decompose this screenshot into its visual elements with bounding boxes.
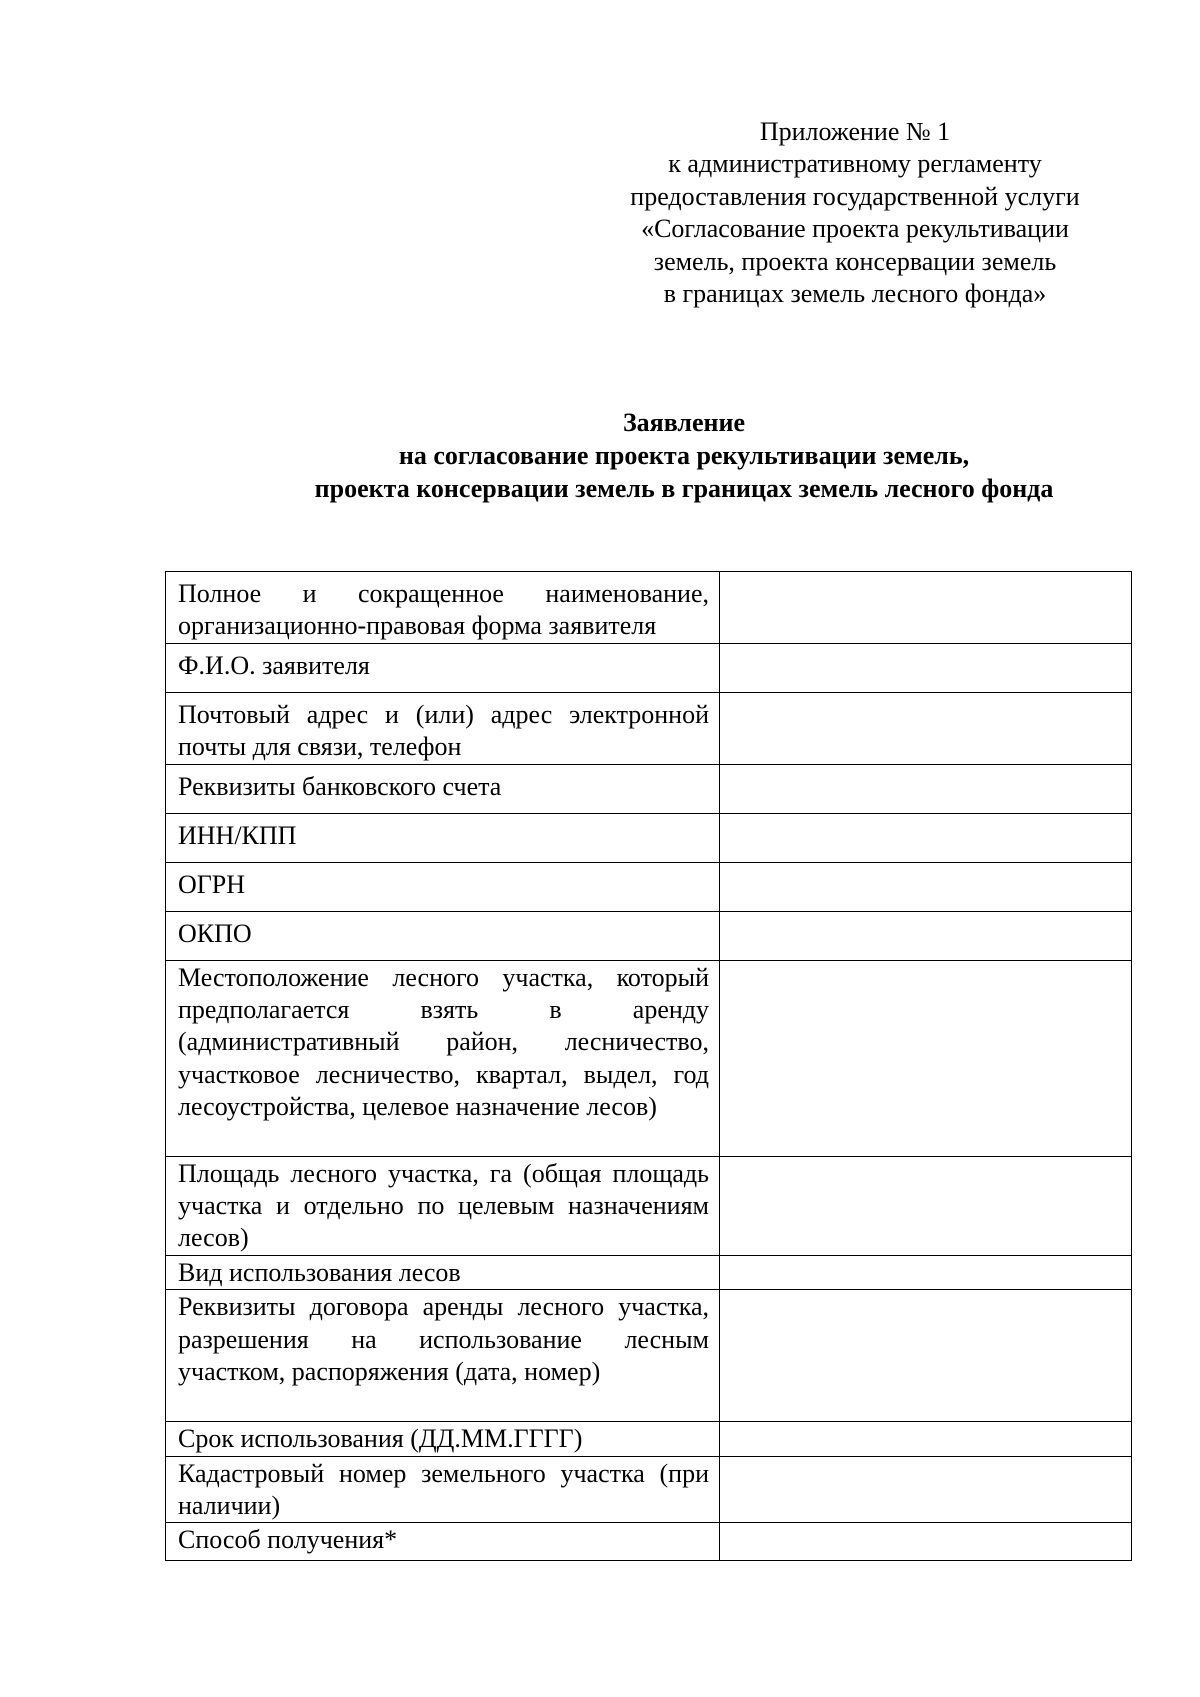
- form-value-field[interactable]: [720, 1290, 1132, 1422]
- form-label: Реквизиты договора аренды лесного участка, разрешения на использование лесным участком, распоряжения (дата, номер): [166, 1290, 720, 1422]
- form-row-area: [166, 1156, 1132, 1255]
- form-value-field[interactable]: [720, 1255, 1132, 1289]
- form-row-ogrn: [166, 862, 1132, 911]
- form-row-okpo: [166, 911, 1132, 960]
- form-row-contract-details: [166, 1290, 1132, 1422]
- appendix-line: «Согласование проекта рекультивации: [641, 214, 1069, 244]
- form-row-delivery-method: [166, 1523, 1132, 1561]
- form-row-usage-type: [166, 1255, 1132, 1289]
- appendix-line: к административному регламенту: [668, 149, 1042, 179]
- form-value-field[interactable]: [720, 572, 1132, 644]
- appendix-line: Приложение № 1: [759, 117, 951, 146]
- form-value-field[interactable]: [720, 862, 1132, 911]
- application-form-table: [165, 571, 1132, 1561]
- form-value-field[interactable]: [720, 1156, 1132, 1255]
- form-value-field[interactable]: [720, 813, 1132, 862]
- appendix-line: земель, проекта консервации земель: [653, 246, 1057, 276]
- form-row-usage-term: [166, 1422, 1132, 1456]
- form-label: Ф.И.О. заявителя: [166, 643, 720, 692]
- appendix-line: в границах земель лесного фонда»: [663, 279, 1047, 309]
- form-row-cadastral-number: [166, 1456, 1132, 1523]
- form-row-applicant-fio: [166, 643, 1132, 692]
- form-value-field[interactable]: [720, 1523, 1132, 1561]
- form-label: Кадастровый номер земельного участка (при наличии): [166, 1456, 720, 1523]
- title-line: проекта консервации земель в границах земель лесного фонда: [314, 474, 1054, 503]
- form-label: Местоположение лесного участка, который предполагается взять в аренду (административный район, лесничество, участковое лесничество, квартал, выдел, год лесоустройства, целевое назначение лесов): [166, 960, 720, 1156]
- form-value-field[interactable]: [720, 692, 1132, 764]
- form-label: Площадь лесного участка, га (общая площадь участка и отдельно по целевым назначениям лесов): [166, 1156, 720, 1255]
- form-label: Вид использования лесов: [166, 1255, 720, 1289]
- form-row-bank-details: [166, 764, 1132, 813]
- form-label: ОГРН: [166, 862, 720, 911]
- title-line: на согласование проекта рекультивации земель,: [398, 441, 970, 470]
- form-value-field[interactable]: [720, 960, 1132, 1156]
- form-label: Способ получения*: [166, 1523, 720, 1561]
- form-value-field[interactable]: [720, 764, 1132, 813]
- title-line: Заявление: [622, 408, 746, 437]
- form-value-field[interactable]: [720, 1422, 1132, 1456]
- form-value-field[interactable]: [720, 643, 1132, 692]
- form-row-applicant-name: [166, 572, 1132, 644]
- form-label: Срок использования (ДД.ММ.ГГГГ): [166, 1422, 720, 1456]
- form-label: ОКПО: [166, 911, 720, 960]
- form-row-contacts: [166, 692, 1132, 764]
- form-label: Реквизиты банковского счета: [166, 764, 720, 813]
- appendix-header: [610, 116, 1100, 310]
- form-label: ИНН/КПП: [166, 813, 720, 862]
- form-value-field[interactable]: [720, 1456, 1132, 1523]
- form-row-inn-kpp: [166, 813, 1132, 862]
- form-label: Полное и сокращенное наименование, организационно-правовая форма заявителя: [166, 572, 720, 644]
- document-title: [164, 406, 1200, 505]
- appendix-line: предоставления государственной услуги: [630, 181, 1080, 211]
- form-row-location: [166, 960, 1132, 1156]
- form-label: Почтовый адрес и (или) адрес электронной почты для связи, телефон: [166, 692, 720, 764]
- form-value-field[interactable]: [720, 911, 1132, 960]
